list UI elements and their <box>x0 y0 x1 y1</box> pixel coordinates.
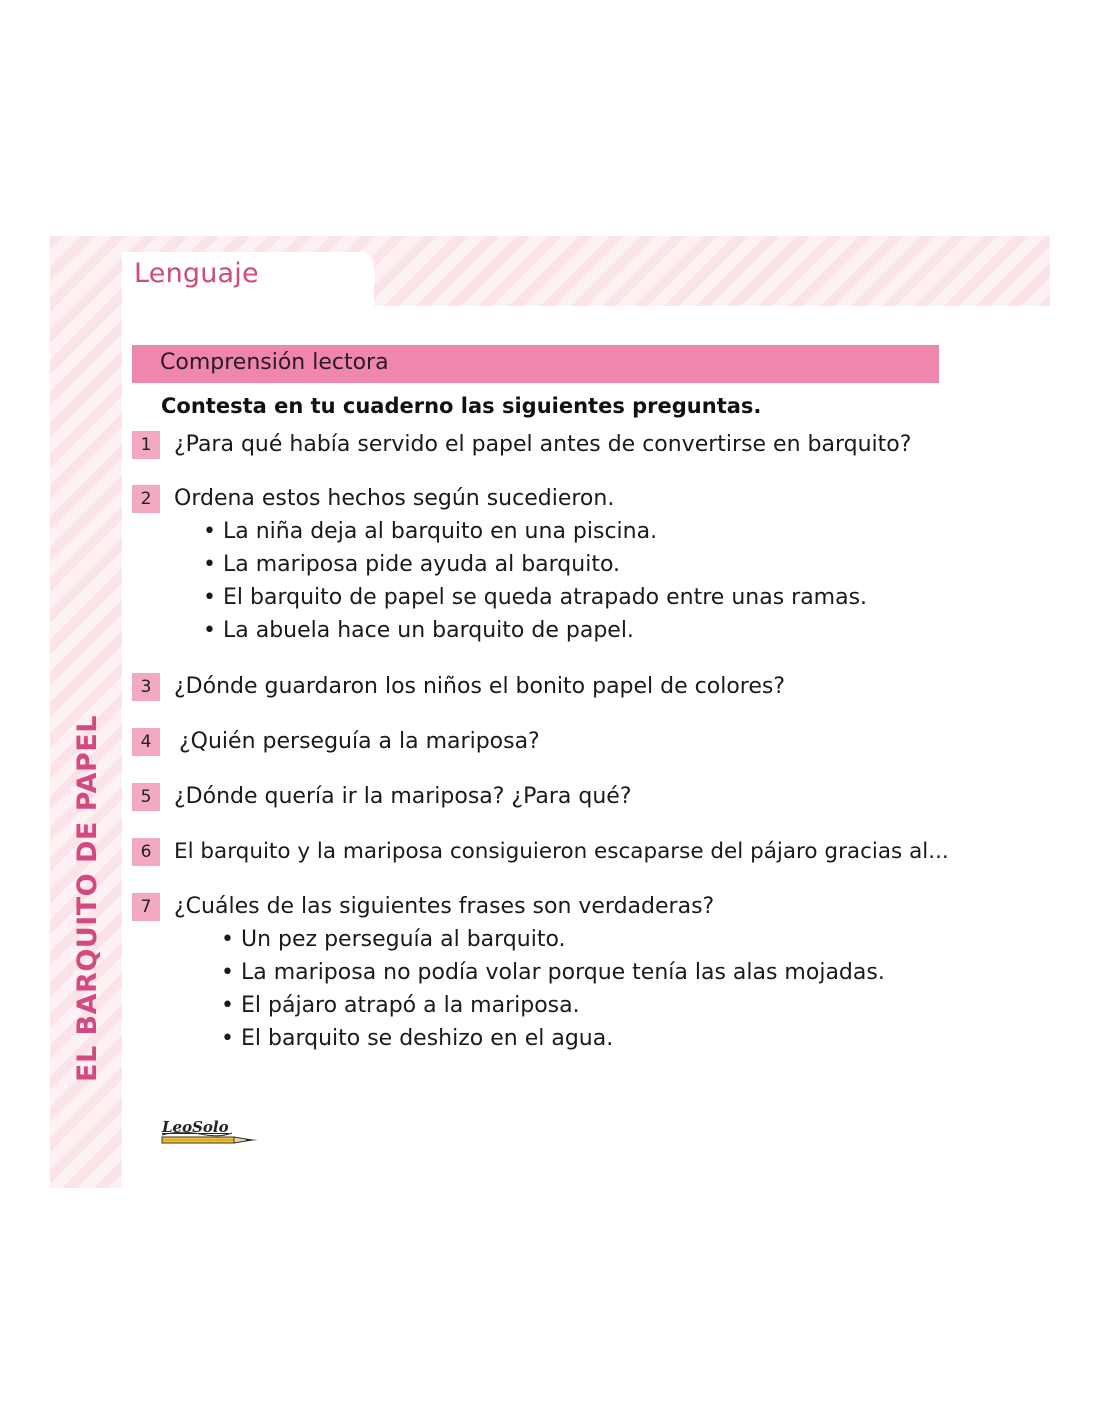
instructions: Contesta en tu cuaderno las siguientes preguntas. <box>161 394 762 418</box>
question-7-list <box>221 923 885 1055</box>
question-number: 6 <box>132 838 160 866</box>
side-title: EL BARQUITO DE PAPEL <box>72 715 103 1082</box>
question-number: 7 <box>132 893 160 921</box>
question-text: ¿Dónde quería ir la mariposa? ¿Para qué? <box>174 784 632 809</box>
question-number: 5 <box>132 783 160 811</box>
leosolo-logo <box>160 1118 260 1150</box>
pencil-icon <box>160 1118 260 1150</box>
logo-text: LeoSolo <box>162 1118 229 1136</box>
question-2-list <box>203 515 867 647</box>
question-number: 3 <box>132 673 160 701</box>
question-text: ¿Quién perseguía a la mariposa? <box>179 729 540 754</box>
question-text: ¿Cuáles de las siguientes frases son verdaderas? <box>174 894 715 919</box>
list-item: • La mariposa no podía volar porque tenía las alas mojadas. <box>221 956 885 989</box>
list-item: • El pájaro atrapó a la mariposa. <box>221 989 885 1022</box>
section-title: Comprensión lectora <box>160 350 389 375</box>
question-text: El barquito y la mariposa consiguieron escaparse del pájaro gracias al... <box>174 839 949 864</box>
list-item: • El barquito de papel se queda atrapado entre unas ramas. <box>203 581 867 614</box>
subject-title: Lenguaje <box>134 258 259 289</box>
question-number: 2 <box>132 485 160 513</box>
question-text: ¿Para qué había servido el papel antes de convertirse en barquito? <box>174 432 912 457</box>
list-item: • El barquito se deshizo en el agua. <box>221 1022 885 1055</box>
list-item: • Un pez perseguía al barquito. <box>221 923 885 956</box>
question-number: 4 <box>132 728 160 756</box>
question-number: 1 <box>132 431 160 459</box>
list-item: • La mariposa pide ayuda al barquito. <box>203 548 867 581</box>
list-item: • La niña deja al barquito en una piscina. <box>203 515 867 548</box>
section-header <box>132 345 939 383</box>
list-item: • La abuela hace un barquito de papel. <box>203 614 867 647</box>
question-text: Ordena estos hechos según sucedieron. <box>174 486 615 511</box>
question-text: ¿Dónde guardaron los niños el bonito papel de colores? <box>174 674 786 699</box>
